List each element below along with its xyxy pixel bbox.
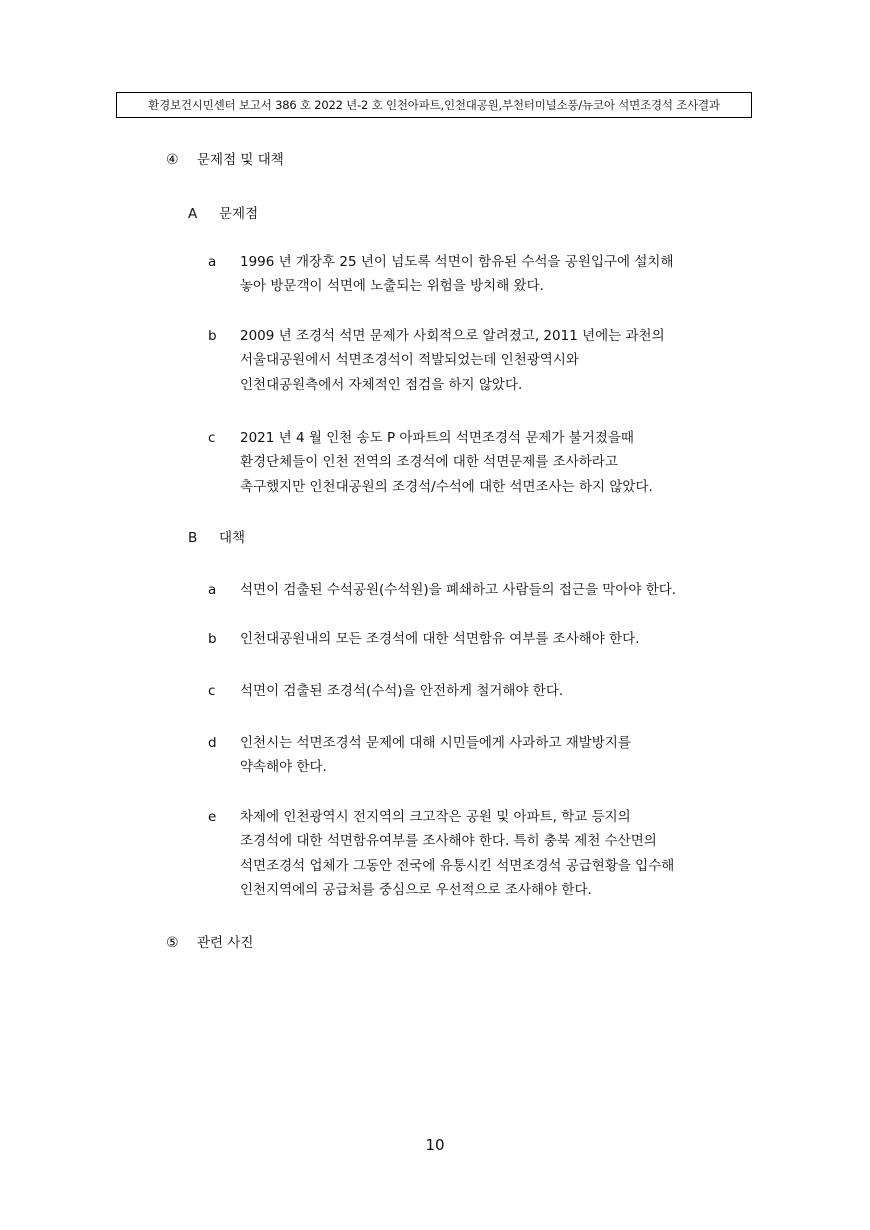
text-line: 환경단체들이 인천 전역의 조경석에 대한 석면문제를 조사하라고	[240, 454, 618, 471]
problem-item-label: c	[208, 430, 216, 446]
text-line: 조경석에 대한 석면함유여부를 조사해야 한다. 특히 충북 제천 수산면의	[240, 833, 657, 850]
measure-item-label: e	[208, 809, 217, 825]
section-4-marker: ④	[166, 152, 179, 168]
text-line: 인천지역에의 공급처를 중심으로 우선적으로 조사해야 한다.	[240, 881, 592, 898]
text-line: 1996 년 개장후 25 년이 넘도록 석면이 함유된 수석을 공원입구에 설치해	[240, 254, 674, 270]
subsection-a-title: 문제점	[219, 206, 259, 222]
section-4-title: 문제점 및 대책	[197, 152, 284, 168]
section-5-title: 관련 사진	[197, 935, 254, 951]
measure-item-text	[240, 805, 760, 902]
text-line: 서울대공원에서 석면조경석이 적발되었는데 인천광역시와	[240, 352, 579, 369]
text-line: 촉구했지만 인천대공원의 조경석/수석에 대한 석면조사는 하지 않았다.	[240, 478, 653, 495]
text-line: 인천대공원측에서 자체적인 점검을 하지 않았다.	[240, 376, 523, 393]
text-line: 석면이 검출된 수석공원(수석원)을 폐쇄하고 사람들의 접근을 막아야 한다.	[240, 582, 677, 598]
measure-item-label: a	[208, 582, 217, 598]
subsection-b-title: 대책	[219, 530, 246, 546]
page-number: 10	[425, 1136, 445, 1154]
problem-item-label: b	[208, 328, 217, 344]
text-line: 석면조경석 업체가 그동안 전국에 유통시킨 석면조경석 공급현황을 입수해	[240, 857, 675, 874]
text-line: 석면이 검출된 조경석(수석)을 안전하게 철거해야 한다.	[240, 683, 564, 699]
problem-item-text	[240, 250, 760, 299]
measure-item-label: d	[208, 735, 217, 751]
problem-item-text	[240, 324, 760, 397]
text-line: 인천시는 석면조경석 문제에 대해 시민들에게 사과하고 재발방지를	[240, 735, 631, 751]
text-line: 인천대공원내의 모든 조경석에 대한 석면함유 여부를 조사해야 한다.	[240, 631, 640, 647]
text-line: 2009 년 조경석 석면 문제가 사회적으로 알려졌고, 2011 년에는 과천의	[240, 328, 665, 344]
text-line: 놓아 방문객이 석면에 노출되는 위험을 방치해 왔다.	[240, 278, 544, 295]
problem-item-label: a	[208, 254, 217, 270]
measure-item-text	[240, 627, 760, 651]
text-line: 차제에 인천광역시 전지역의 크고작은 공원 및 아파트, 학교 등지의	[240, 809, 631, 825]
text-line: 약속해야 한다.	[240, 759, 327, 776]
subsection-b-label: B	[188, 530, 198, 546]
measure-item-label: c	[208, 683, 216, 699]
measure-item-text	[240, 731, 760, 780]
problem-item-text	[240, 426, 760, 499]
text-line: 2021 년 4 월 인천 송도 P 아파트의 석면조경석 문제가 불거졌을때	[240, 430, 634, 446]
measure-item-text	[240, 679, 760, 703]
measure-item-label: b	[208, 631, 217, 647]
section-5-marker: ⑤	[166, 935, 179, 951]
report-header: 환경보건시민센터 보고서 386 호 2022 년-2 호 인천아파트,인천대공원,부천터미널소풍/뉴코아 석면조경석 조사결과	[116, 92, 752, 118]
subsection-a-label: A	[188, 206, 198, 222]
measure-item-text	[240, 578, 760, 602]
